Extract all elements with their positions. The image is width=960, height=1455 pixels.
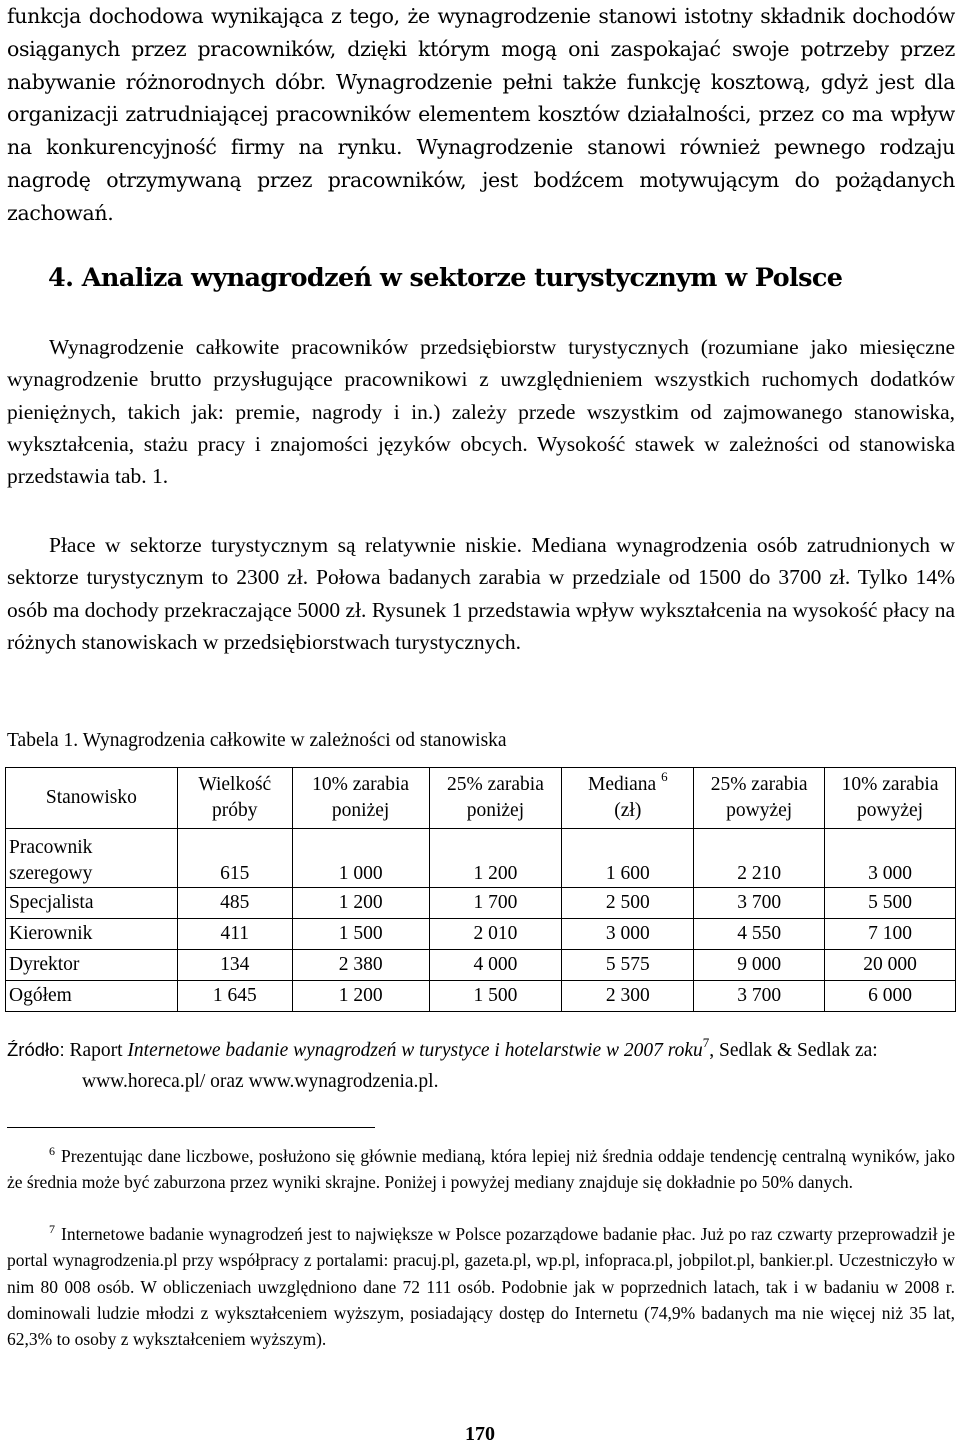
cell-sample: 1 645 [177, 981, 292, 1012]
cell-10-above: 20 000 [825, 950, 956, 981]
body-paragraph-2: Płace w sektorze turystycznym są relatywnie niskie. Mediana wynagrodzenia osób zatrudnionych w sektorze turystycznym to 2300 zł. Połowa badanych zarabia w przedziale od 1500 do 3700 zł. Tylko 14% osób ma dochody przekraczające 5000 zł. Rysunek 1 przedstawia wpływ wykształcenia na wysokość płacy na różnych stanowiskach w przedsiębiorstwach turystycznych. [7, 533, 955, 654]
row-label: Ogółem [6, 981, 178, 1012]
footnote-number: 7 [49, 1222, 55, 1236]
cell-10-above: 3 000 [825, 829, 956, 888]
footnote-6 [7, 1143, 955, 1196]
cell-25-above: 3 700 [694, 888, 825, 919]
header-median: Mediana $^6$ (zł) [562, 768, 694, 829]
row-label: Dyrektor [6, 950, 178, 981]
table-row [6, 919, 956, 950]
cell-25-below: 1 700 [429, 888, 562, 919]
table-header-row [6, 768, 956, 829]
header-25-above: 25% zarabia powyżej [694, 768, 825, 829]
cell-10-below: 1 000 [292, 829, 429, 888]
footnote-text: Prezentując dane liczbowe, posłużono się głównie medianą, która lepiej niż średnia oddaje tendencję centralną wyników, jako że średnia może być zaburzona przez wyniki skrajne. Poniżej i powyżej mediany znajduje się dokładnie po 50% danych. [7, 1146, 955, 1193]
cell-25-below: 4 000 [429, 950, 562, 981]
table-row [6, 888, 956, 919]
table-row [6, 829, 956, 888]
table-row [6, 981, 956, 1012]
cell-median: 2 500 [562, 888, 694, 919]
table-caption: Tabela 1. Wynagrodzenia całkowite w zależności od stanowiska [7, 730, 507, 751]
section-heading: 4. Analiza wynagrodzeń w sektorze turystycznym w Polsce [48, 263, 843, 293]
cell-25-below: 1 200 [429, 829, 562, 888]
cell-sample: 134 [177, 950, 292, 981]
footnote-number: 6 [49, 1144, 55, 1158]
intro-paragraph: funkcja dochodowa wynikająca z tego, że wynagrodzenie stanowi istotny składnik dochodów osiąganych przez pracowników, dzięki którym mogą oni zaspokajać swoje potrzeby przez nabywanie różnorodnych dóbr. Wynagrodzenie pełni także funkcję kosztową, gdyż jest dla organizacji zatrudniającej pracowników elementem kosztów działalności, przez co ma wpływ na konkurencyjność firmy na rynku. Wynagrodzenie stanowi również pewnego rodzaju nagrodę otrzymywaną przez pracowników, jest bodźcem motywującym do pożądanych zachowań. [7, 4, 955, 225]
row-label: Pracownik szeregowy [6, 829, 178, 888]
cell-25-below: 2 010 [429, 919, 562, 950]
cell-10-below: 1 500 [292, 919, 429, 950]
source-report-title: Internetowe badanie wynagrodzeń w turystyce i hotelarstwie w 2007 roku [127, 1040, 703, 1061]
header-position: Stanowisko [6, 768, 178, 829]
footnote-7 [7, 1221, 955, 1352]
cell-sample: 411 [177, 919, 292, 950]
cell-10-below: 1 200 [292, 981, 429, 1012]
page-number: 170 [465, 1423, 495, 1445]
cell-10-below: 1 200 [292, 888, 429, 919]
cell-median: 2 300 [562, 981, 694, 1012]
cell-median: 3 000 [562, 919, 694, 950]
header-25-below: 25% zarabia poniżej [429, 768, 562, 829]
cell-sample: 485 [177, 888, 292, 919]
cell-sample: 615 [177, 829, 292, 888]
cell-25-above: 4 550 [694, 919, 825, 950]
header-sample-size: Wielkość próby [177, 768, 292, 829]
median-footnote-ref: 6 [661, 769, 668, 784]
cell-25-above: 3 700 [694, 981, 825, 1012]
cell-25-above: 2 210 [694, 829, 825, 888]
cell-median: 1 600 [562, 829, 694, 888]
cell-median: 5 575 [562, 950, 694, 981]
cell-25-above: 9 000 [694, 950, 825, 981]
header-10-above: 10% zarabia powyżej [825, 768, 956, 829]
footnote-text: Internetowe badanie wynagrodzeń jest to największe w Polsce pozarządowe badanie płac. Już po raz czwarty przeprowadził je portal wynagrodzenia.pl przy współpracy z portalami: pracuj.pl, gazeta.pl, wp.pl, infopraca.pl, jobpilot.pl, bankier.pl. Uczestniczyło w nim 80 008 osób. W obliczeniach uwzględniono dane 72 111 osób. Podobnie jak w poprzednich latach, tak i w badaniu w 2008 r. dominowali ludzie młodzi z wykształceniem wyższym, posiadający dostęp do Internetu (74,9% badanych ma nie więcej niż 35 lat, 62,3% to osoby z wykształceniem wyższym). [7, 1224, 955, 1350]
row-label: Kierownik [6, 919, 178, 950]
cell-25-below: 1 500 [429, 981, 562, 1012]
footnote-separator [7, 1127, 375, 1128]
header-10-below: 10% zarabia poniżej [292, 768, 429, 829]
cell-10-below: 2 380 [292, 950, 429, 981]
row-label: Specjalista [6, 888, 178, 919]
salary-table [5, 767, 956, 1012]
table-source-note: Źródło: Raport Internetowe badanie wynagrodzeń w turystyce i hotelarstwie w 2007 roku$^7$, Sedlak & Sedlak za: www.horeca.pl/ oraz www.wynagrodzenia.pl. [7, 1035, 878, 1092]
source-label: Źródło: [7, 1039, 65, 1060]
cell-10-above: 5 500 [825, 888, 956, 919]
cell-10-above: 6 000 [825, 981, 956, 1012]
source-footnote-ref: 7 [702, 1035, 710, 1050]
cell-10-above: 7 100 [825, 919, 956, 950]
table-row [6, 950, 956, 981]
body-paragraph-1: Wynagrodzenie całkowite pracowników przedsiębiorstw turystycznych (rozumiane jako miesięczne wynagrodzenie brutto przysługujące pracownikowi z uwzględnieniem wszystkich ruchomych dodatków pieniężnych, takich jak: premie, nagrody i in.) zależy przede wszystkim od zajmowanego stanowiska, wykształcenia, stażu pracy i znajomości języków obcych. Wysokość stawek w zależności od stanowiska przedstawia tab. 1. [7, 335, 955, 489]
